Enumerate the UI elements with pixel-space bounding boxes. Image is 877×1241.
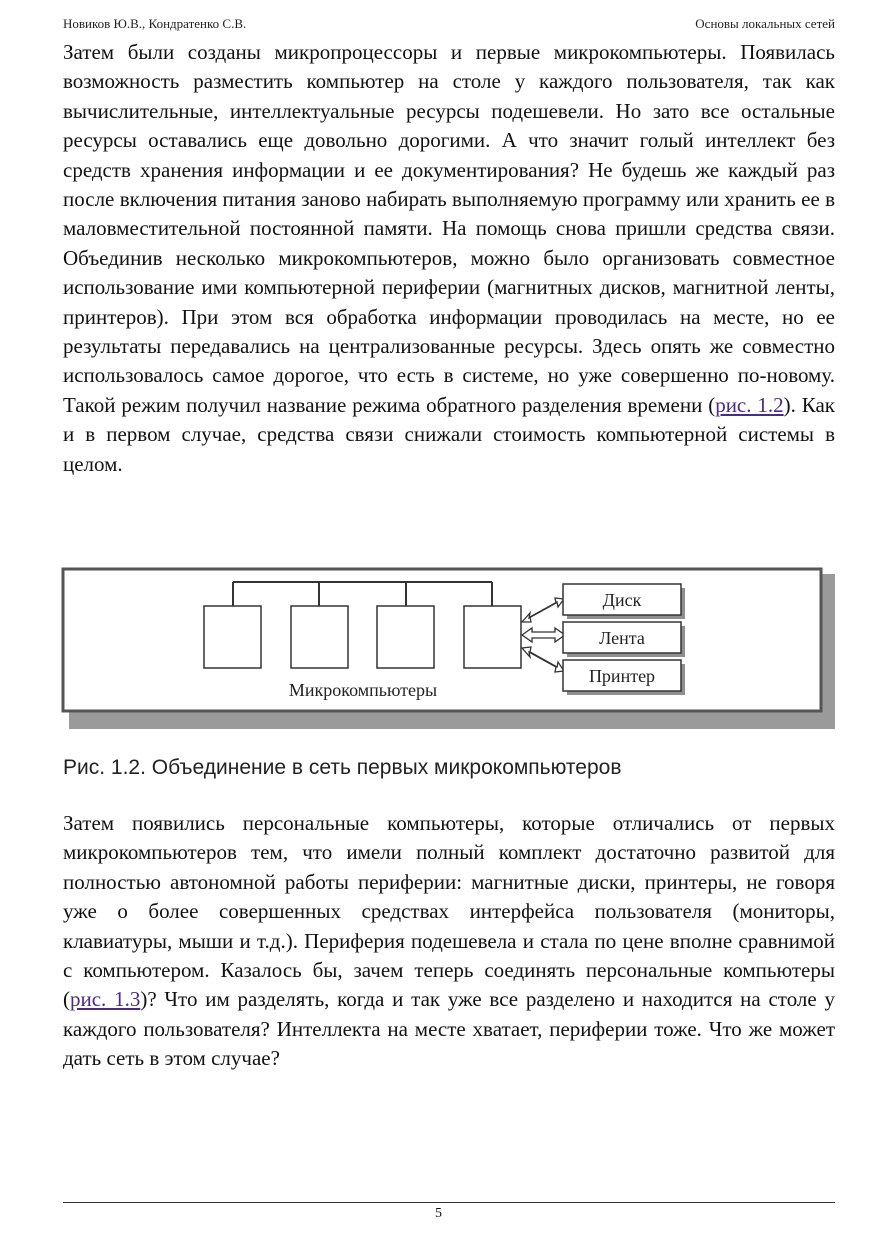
computer-box bbox=[291, 606, 348, 668]
computer-box bbox=[464, 606, 521, 668]
paragraph-2 bbox=[63, 809, 835, 1074]
paragraph-2-text-end: )? Что им разделять, когда и так уже все разделено и находится на столе у каждого пользователя? Интеллекта на месте хватает, периферии тоже. Что же может дать сеть в этом случае? bbox=[63, 987, 835, 1071]
figure-caption: Рис. 1.2. Объединение в сеть первых микрокомпьютеров bbox=[63, 756, 622, 779]
paragraph-1-text-start: Затем были созданы микропроцессоры и первые микрокомпьютеры. Появилась возможность разместить компьютер на столе у каждого пользователя, так как вычислительные, интеллектуальные ресурсы подешевели. Но зато все остальные ресурсы оставались еще довольно дорогими. А что значит голый интеллект без средств хранения информации и ее документирования? Не будешь же каждый раз после включения питания заново набирать выполняемую программу или хранить ее в маловместительной постоянной памяти. На помощь снова пришли средства связи. Объединив несколько микрокомпьютеров, можно было организовать совместное использование ими компьютерной периферии (магнитных дисков, магнитной ленты, принтеров). При этом вся обработка информации проводилась на месте, но ее результаты передавались на централизованные ресурсы. Здесь опять же совместно использовалось самое дорогое, что есть в системе, но уже совершенно по-новому. Такой режим получил название режима обратного разделения времени ( bbox=[63, 40, 835, 417]
device-label-tape: Лента bbox=[599, 628, 645, 648]
page-header bbox=[63, 16, 835, 34]
page-number: 5 bbox=[435, 1206, 442, 1221]
computer-box bbox=[377, 606, 434, 668]
paragraph-1 bbox=[63, 38, 835, 479]
computers-label: Микрокомпьютеры bbox=[288, 680, 438, 700]
header-authors: Новиков Ю.В., Кондратенко С.В. bbox=[63, 16, 247, 31]
network-figure bbox=[60, 565, 840, 735]
device-label-disk: Диск bbox=[602, 590, 642, 610]
paragraph-1-text-end: ). Как и в первом случае, средства связи снижали стоимость компьютерной системы в целом. bbox=[63, 392, 835, 476]
computer-box bbox=[204, 606, 261, 668]
footer-divider bbox=[63, 1202, 835, 1203]
device-label-printer: Принтер bbox=[588, 666, 656, 686]
figure-1-3-link[interactable]: рис. 1.3 bbox=[70, 987, 141, 1012]
figure-frame bbox=[63, 569, 821, 711]
header-title: Основы локальных сетей bbox=[695, 16, 835, 31]
paragraph-2-text-start: Затем появились персональные компьютеры, которые отличались от первых микрокомпьютеров тем, что имели полный комплект достаточно развитой для полностью автономной работы периферии: магнитные диски, принтеры, не говоря уже о более совершенных средствах интерфейса пользователя (мониторы, клавиатуры, мыши и т.д.). Периферия подешевела и стала по цене вполне сравнимой с компьютером. Казалось бы, зачем теперь соединять персональные компьютеры ( bbox=[63, 811, 835, 1012]
figure-1-2-link[interactable]: рис. 1.2 bbox=[715, 392, 784, 417]
